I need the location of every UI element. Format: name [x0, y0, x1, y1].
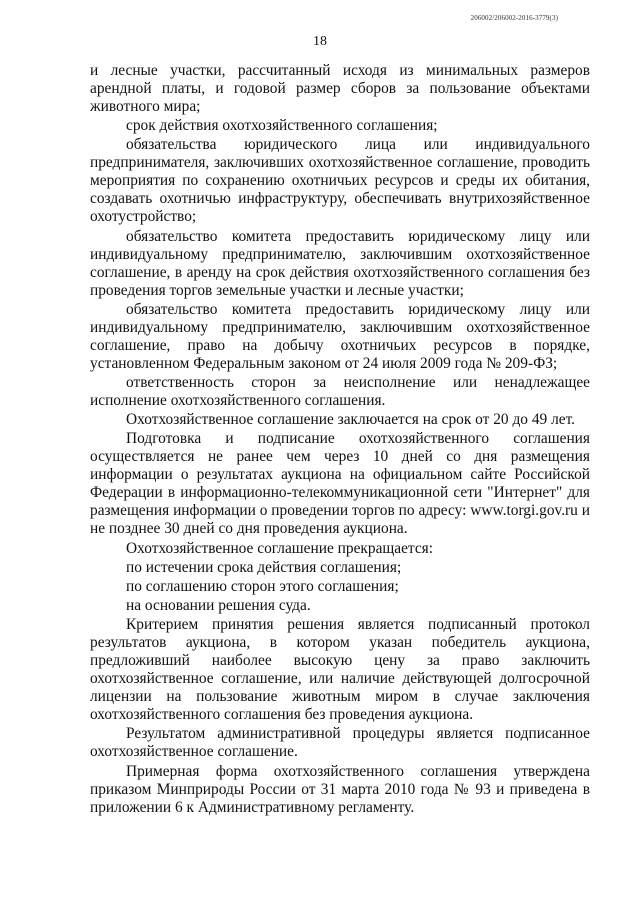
paragraph-decision-criterion: Критерием принятия решения является подписанный протокол результатов аукциона, в котором указан победитель аукциона, предложивший наиболее высокую цену за право заключить охотхозяйственное соглашение, или наличие действующей долгосрочной лицензии на пользование животным миром в случае заключения охотхозяйственного соглашения без проведения аукциона.	[90, 616, 590, 724]
paragraph-liability: ответственность сторон за неисполнение или ненадлежащее исполнение охотхозяйственного соглашения.	[90, 373, 590, 409]
paragraph-committee-hunting-right: обязательство комитета предоставить юридическому лицу или индивидуальному предпринимателю, заключившим охотхозяйственное соглашение, право на добычу охотничьих ресурсов в порядке, установленном Федеральным законом от 24 июля 2009 года № 209-ФЗ;	[90, 300, 590, 372]
paragraph-termination-court: на основании решения суда.	[126, 597, 311, 615]
document-id: 206002/206002-2016-3779(3)	[470, 14, 558, 22]
paragraph-sample-form: Примерная форма охотхозяйственного соглашения утверждена приказом Минприроды России от 31 марта 2010 года № 93 и приведена в приложении 6 к Административному регламенту.	[90, 762, 590, 816]
document-body	[90, 62, 590, 818]
paragraph-procedure-result: Результатом административной процедуры является подписанное охотхозяйственное соглашение.	[90, 725, 590, 761]
paragraph-termination-agreement: по соглашению сторон этого соглашения;	[126, 577, 399, 595]
paragraph-agreement-term: срок действия охотхозяйственного соглашения;	[126, 117, 438, 135]
page-number: 18	[313, 34, 327, 49]
paragraph-continuation: и лесные участки, рассчитанный исходя из минимальных размеров арендной платы, и годовой размер сборов за пользование объектами животного мира;	[90, 62, 590, 115]
paragraph-termination-expiry: по истечении срока действия соглашения;	[126, 558, 402, 576]
paragraph-termination-heading: Охотхозяйственное соглашение прекращается:	[126, 539, 434, 557]
paragraph-duration: Охотхозяйственное соглашение заключается на срок от 20 до 49 лет.	[126, 411, 576, 429]
paragraph-committee-lease: обязательство комитета предоставить юридическому лицу или индивидуальному предпринимателю, заключившим охотхозяйственное соглашение, в аренду на срок действия охотхозяйственного соглашения без проведения торгов земельные участки и лесные участки;	[90, 227, 590, 299]
paragraph-preparation: Подготовка и подписание охотхозяйственного соглашения осуществляется не ранее чем через 10 дней со дня размещения информации о результатах аукциона на официальном сайте Российской Федерации в информационно-телекоммуникационной сети "Интернет" для размещения информации о проведении торгов по адресу: www.torgi.gov.ru и не позднее 30 дней со дня проведения аукциона.	[90, 430, 590, 538]
paragraph-obligations-entity: обязательства юридического лица или индивидуального предпринимателя, заключивших охотхозяйственное соглашение, проводить мероприятия по сохранению охотничьих ресурсов и среды их обитания, создавать охотничью инфраструктуру, обеспечивать внутрихозяйственное охотустройство;	[90, 136, 590, 226]
